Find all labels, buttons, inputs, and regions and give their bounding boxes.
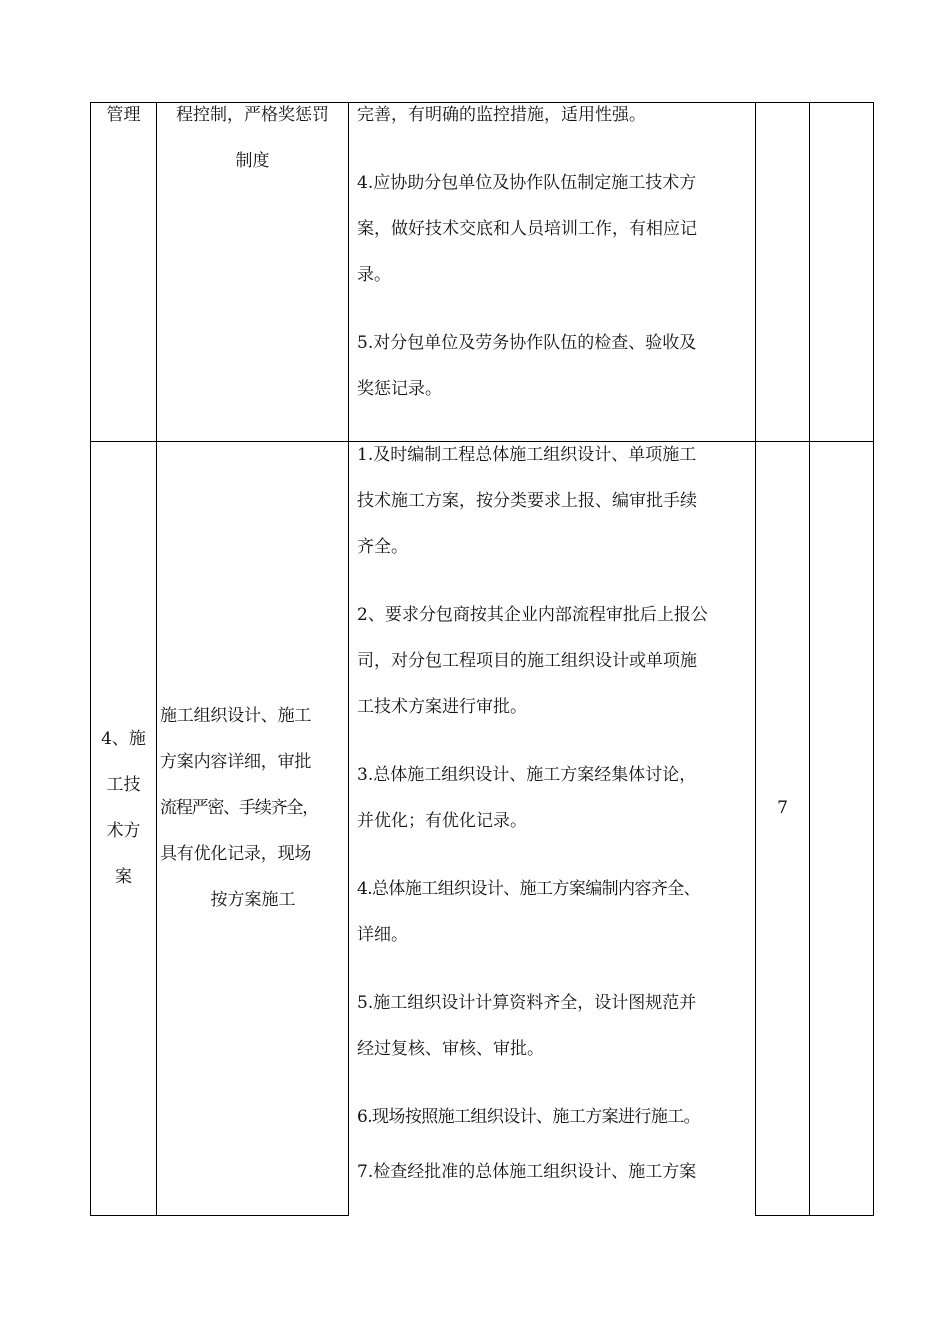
col-border-2 [348, 102, 349, 1216]
col-border-3 [755, 102, 756, 1216]
criteria-line: 5.对分包单位及劳务协作队伍的检查、验收及 [357, 333, 697, 353]
criteria-line: 奖惩记录。 [357, 379, 442, 399]
criteria-line: 5.施工组织设计计算资料齐全，设计图规范并 [357, 993, 697, 1013]
criteria-line: 录。 [357, 265, 391, 285]
row2-category-line: 4、施 [101, 729, 146, 749]
criteria-item [357, 866, 753, 958]
criteria-item [357, 752, 753, 844]
row1-standard [157, 92, 348, 184]
criteria-line: 4.总体施工组织设计、施工方案编制内容齐全、 [357, 879, 701, 899]
col-border-0 [90, 102, 91, 1216]
criteria-item [357, 592, 753, 730]
table-bottom-border-right [755, 1215, 874, 1216]
criteria-line: 4.应协助分包单位及协作队伍制定施工技术方 [357, 173, 697, 193]
criteria-item [357, 1094, 753, 1140]
row2-category-line: 术方 [106, 821, 141, 841]
criteria-line: 工技术方案进行审批。 [357, 697, 527, 717]
criteria-line: 案，做好技术交底和人员培训工作，有相应记 [357, 219, 697, 239]
row1-category: 管理 [106, 105, 141, 125]
row2-score: 7 [777, 798, 788, 818]
col-border-5 [873, 102, 874, 1216]
col-border-4 [809, 102, 810, 1216]
row2-criteria [357, 432, 753, 1195]
criteria-line: 1.及时编制工程总体施工组织设计、单项施工 [357, 445, 697, 465]
row2-category [91, 716, 156, 900]
row1-standard-line: 程控制，严格奖惩罚 [176, 105, 329, 125]
row2-standard-line: 流程严密、手续齐全， [160, 798, 318, 818]
row2-category-line: 工技 [106, 775, 141, 795]
row2-standard-line: 方案内容详细，审批 [160, 752, 312, 772]
criteria-item [357, 92, 753, 138]
criteria-line: 技术施工方案，按分类要求上报、编审批手续 [357, 491, 697, 511]
row1-standard-line: 制度 [235, 151, 270, 171]
criteria-item [357, 980, 753, 1072]
row2-standard-line: 具有优化记录，现场 [160, 844, 312, 864]
criteria-item [357, 1149, 753, 1195]
criteria-line: 7.检查经批准的总体施工组织设计、施工方案 [357, 1162, 697, 1182]
criteria-line: 3.总体施工组织设计、施工方案经集体讨论， [357, 765, 697, 785]
row1-criteria [357, 92, 753, 412]
criteria-line: 详细。 [357, 925, 408, 945]
row2-standard [160, 693, 346, 923]
row2-standard-line: 施工组织设计、施工 [160, 706, 312, 726]
criteria-line: 并优化；有优化记录。 [357, 811, 527, 831]
criteria-item [357, 160, 753, 298]
criteria-line: 完善，有明确的监控措施，适用性强。 [357, 105, 646, 125]
criteria-line: 齐全。 [357, 537, 408, 557]
table-bottom-border-left [90, 1215, 349, 1216]
row2-category-line: 案 [115, 867, 132, 887]
criteria-line: 2、要求分包商按其企业内部流程审批后上报公 [357, 605, 708, 625]
criteria-line: 司，对分包工程项目的施工组织设计或单项施 [357, 651, 697, 671]
criteria-line: 经过复核、审核、审批。 [357, 1039, 544, 1059]
col-border-1 [156, 102, 157, 1216]
row2-standard-line: 按方案施工 [210, 890, 296, 910]
criteria-item [357, 432, 753, 570]
criteria-item [357, 320, 753, 412]
criteria-line: 6.现场按照施工组织设计、施工方案进行施工。 [357, 1107, 701, 1127]
